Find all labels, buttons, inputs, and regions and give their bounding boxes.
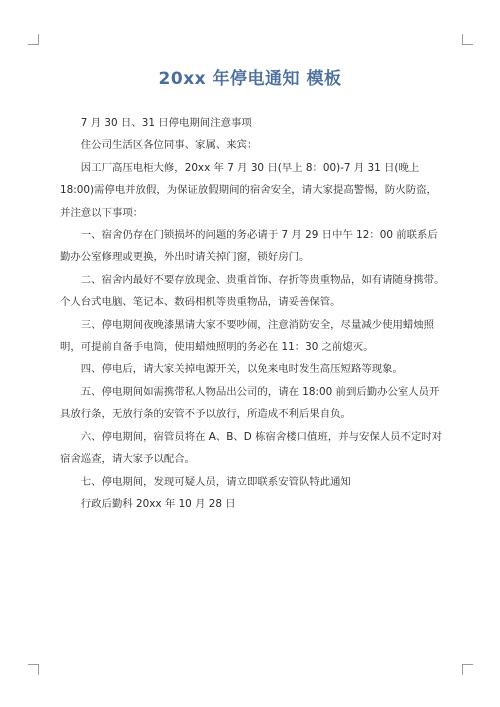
- document-title: 20xx 年停电通知 模板: [158, 69, 342, 89]
- paragraph-item-7: 七、停电期间，发现可疑人员，请立即联系安管队特此通知: [80, 475, 351, 488]
- paragraph-subject: 7 月 30 日、31 日停电期间注意事项: [80, 117, 252, 129]
- crop-mark-top-right: [462, 34, 473, 45]
- paragraph-item-6: 六、停电期间，宿管员将在 A、B、D 栋宿舍楼口值班，并与安保人员不定时对宿舍巡查，请大家予以配合。: [60, 430, 443, 466]
- paragraph-item-2: 二、宿舍内最好不要存放现金、贵重首饰、存折等贵重物品，如有请随身携带。个人台式电脑、笔记本、数码相机等贵重物品，请妥善保管。: [60, 273, 445, 309]
- document-body: [60, 112, 445, 515]
- crop-mark-top-left: [28, 34, 39, 45]
- paragraph-intro: 因工厂高压电柜大修，20xx 年 7 月 30 日(早上 8：00)-7 月 31 日(晚上 18:00)需停电并放假，为保证放假期间的宿舍安全，请大家提高警惕，防火防盗，并注意以下事项：: [60, 161, 437, 219]
- crop-mark-bottom-left: [28, 664, 39, 675]
- paragraph-item-3: 三、停电期间夜晚漆黑请大家不要吵闹，注意消防安全，尽量减少使用蜡烛照明，可提前自备手电筒，使用蜡烛照明的务必在 11：30 之前熄灭。: [60, 318, 435, 354]
- paragraph-salutation: 住公司生活区各位同事、家属、来宾：: [80, 139, 258, 152]
- paragraph-item-4: 四、停电后，请大家关掉电源开关，以免来电时发生高压短路等现象。: [80, 363, 403, 376]
- paragraph-item-1: 一、宿舍仍存在门锁损坏的问题的务必请于 7 月 29 日中午 12：00 前联系后勤办公室修理或更换，外出时请关掉门窗，锁好房门。: [60, 229, 438, 264]
- paragraph-signature: 行政后勤科 20xx 年 10 月 28 日: [80, 497, 236, 510]
- crop-mark-bottom-right: [462, 664, 473, 675]
- paragraph-item-5: 五、停电期间如需携带私人物品出公司的，请在 18:00 前到后勤办公室人员开具放行条，无放行条的安管不予以放行，所造成不利后果自负。: [60, 385, 440, 421]
